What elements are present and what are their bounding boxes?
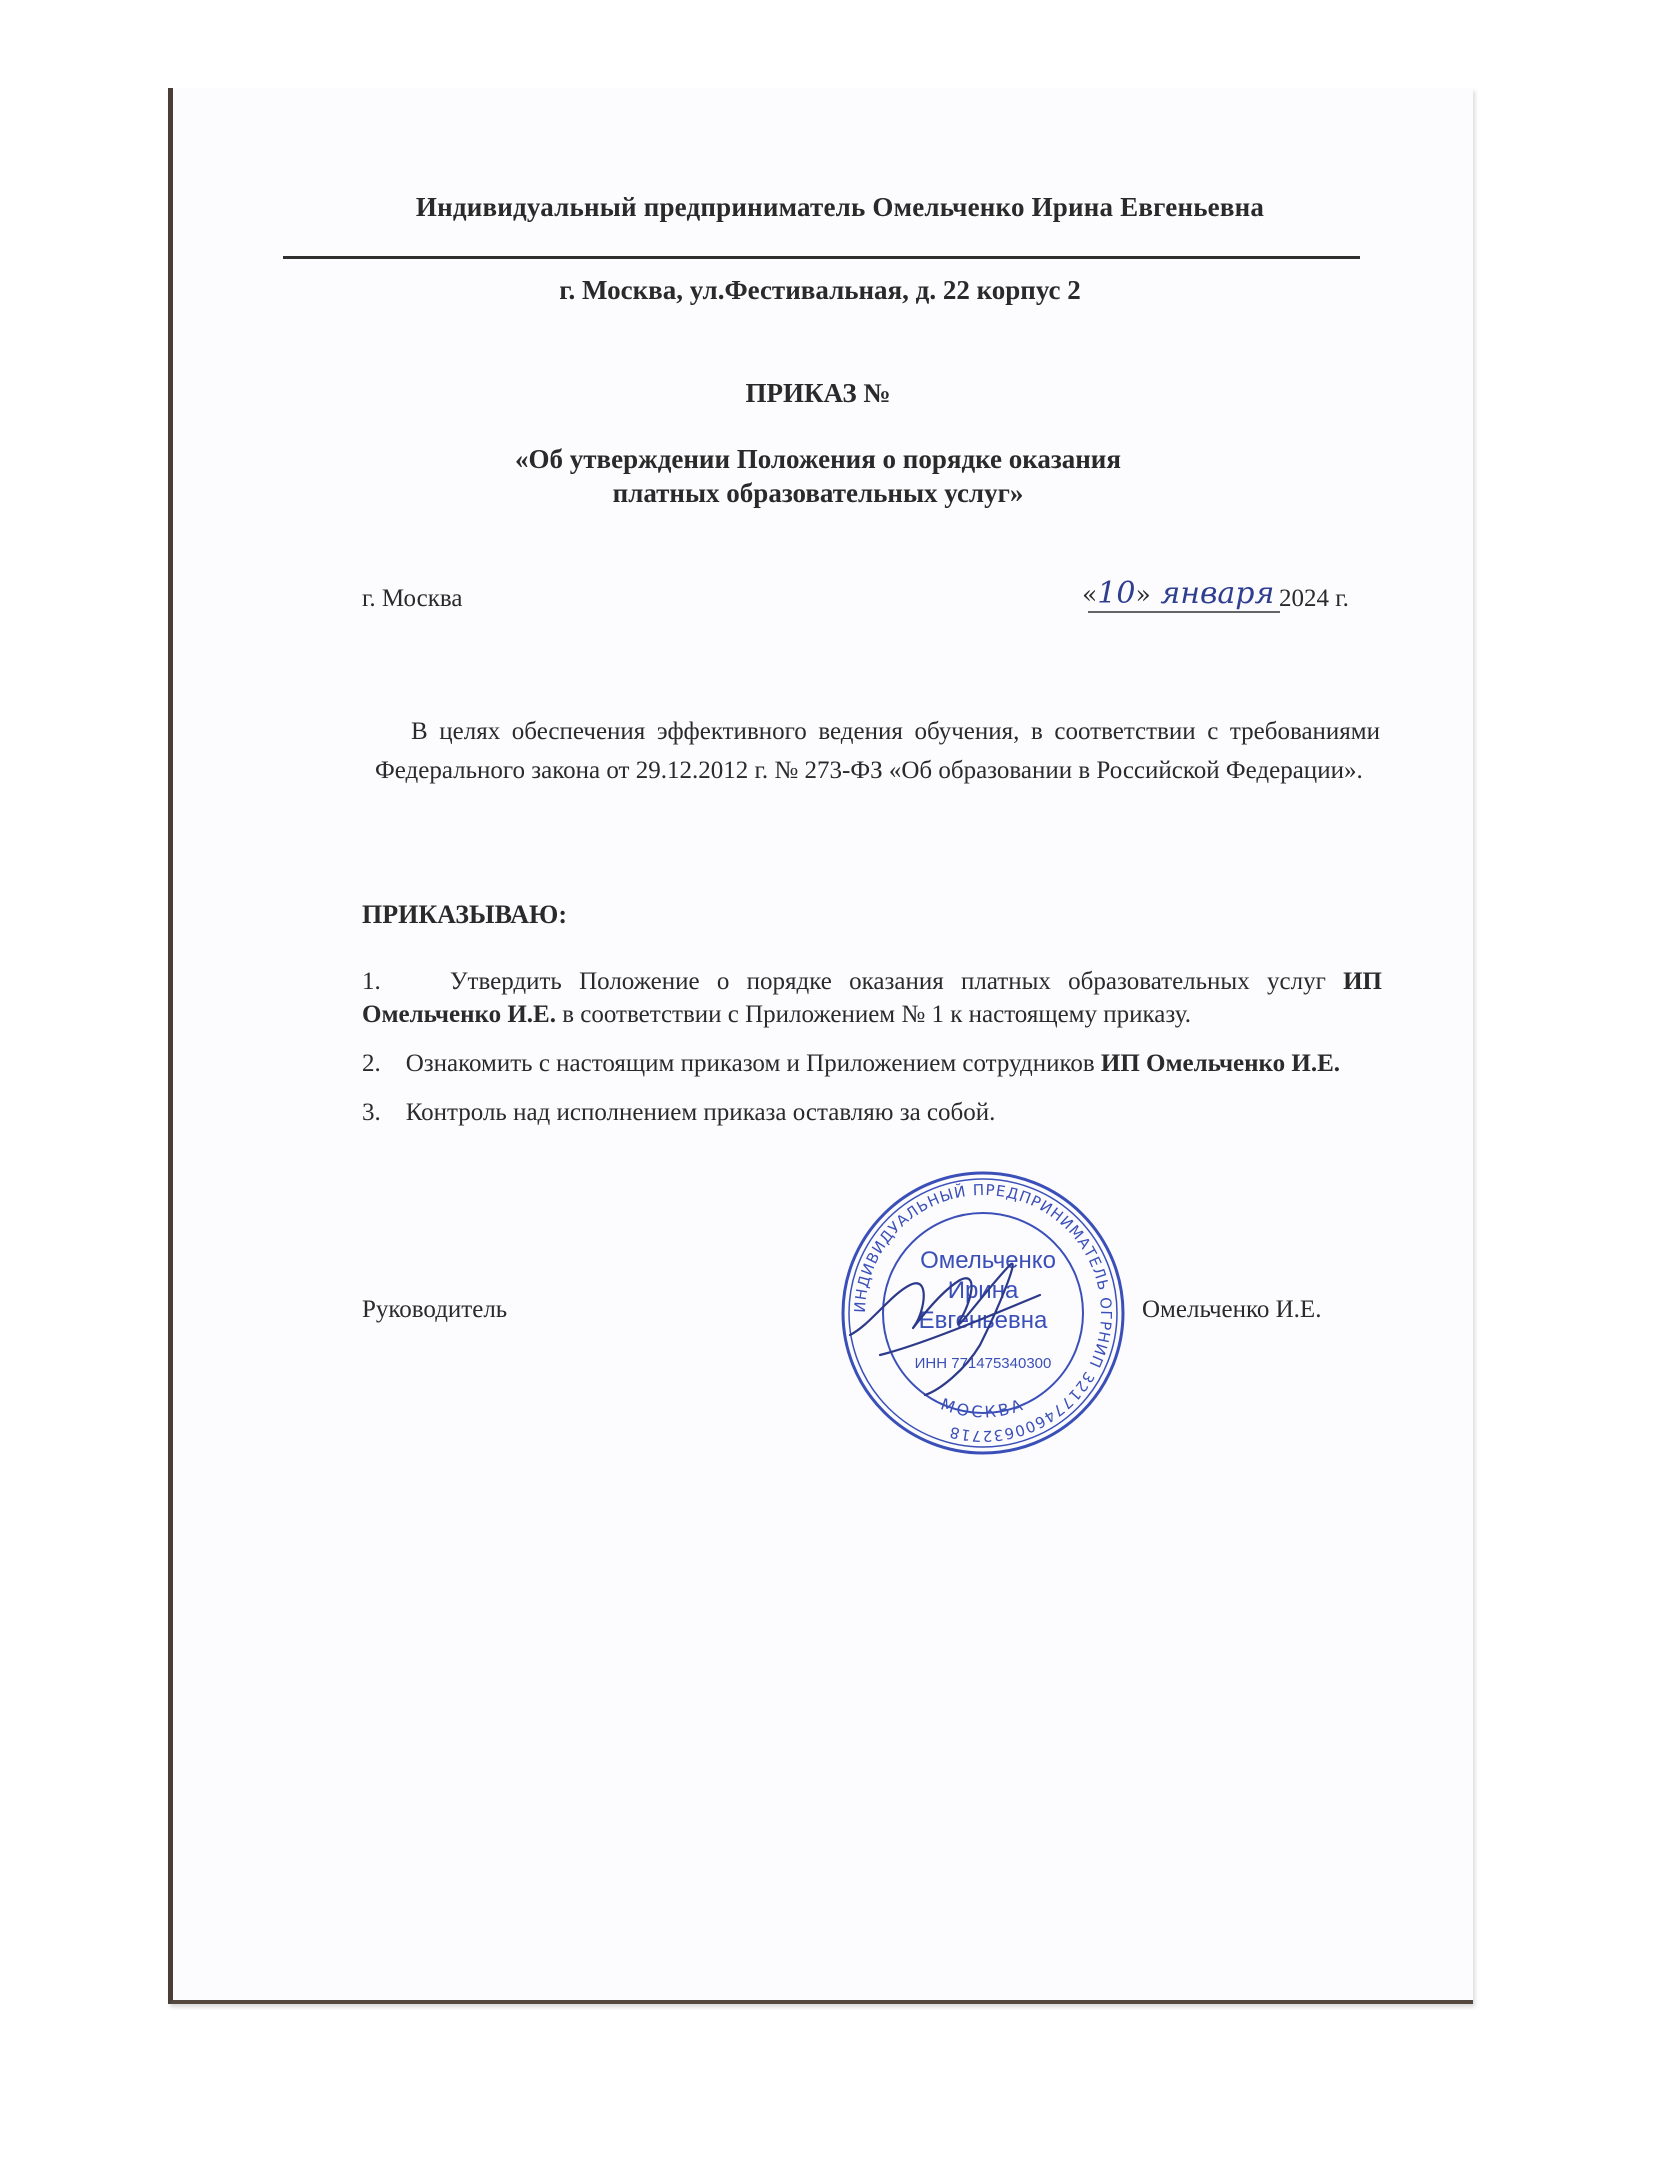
date-open-quote: « bbox=[1082, 580, 1098, 609]
item-number: 1. bbox=[362, 968, 381, 995]
stamp-line2: Ирина bbox=[947, 1277, 1019, 1304]
item-text: Ознакомить с настоящим приказом и Приложением сотрудников bbox=[405, 1050, 1101, 1077]
stamp-inn: ИНН 771475340300 bbox=[914, 1355, 1052, 1372]
date-month: января bbox=[1160, 576, 1275, 611]
item-number: 3. bbox=[362, 1099, 381, 1126]
order-title: ПРИКАЗ № bbox=[745, 378, 891, 408]
item-bold: ИП Омельченко И.Е. bbox=[1100, 1050, 1341, 1077]
header-address: г. Москва, ул.Фестивальная, д. 22 корпус 2 bbox=[559, 275, 1081, 305]
handwritten-signature bbox=[840, 1225, 1070, 1405]
stamp-line3: Евгеньевна bbox=[918, 1307, 1048, 1334]
list-item bbox=[362, 965, 1382, 1031]
order-subject bbox=[0, 442, 1636, 510]
stamp-line1: Омельченко bbox=[920, 1247, 1056, 1274]
date-close-quote: » bbox=[1135, 580, 1151, 609]
signer-role: Руководитель bbox=[362, 1296, 508, 1323]
list-item bbox=[362, 1047, 1382, 1080]
header-title: Индивидуальный предприниматель Омельченко Ирина Евгеньевна bbox=[415, 192, 1265, 222]
stamp-outer-text: ИНДИВИДУАЛЬНЫЙ ПРЕДПРИНИМАТЕЛЬ ОГРНИП 321774600632718 bbox=[850, 1180, 1116, 1446]
list-item bbox=[362, 1096, 1382, 1129]
order-word: ПРИКАЗЫВАЮ: bbox=[362, 900, 567, 929]
preamble-paragraph: В целях обеспечения эффективного ведения обучения, в соответствии с требованиями Федерального закона от 29.12.2012 г. № 273-ФЗ «Об образовании в Российской Федерации». bbox=[375, 718, 1380, 784]
item-text: Контроль над исполнением приказа оставляю за собой. bbox=[405, 1099, 996, 1126]
date-day: 10 bbox=[1097, 576, 1136, 611]
order-subject-line1: «Об утверждении Положения о порядке оказания bbox=[515, 444, 1121, 474]
header-divider bbox=[283, 256, 1360, 259]
date-year: 2024 г. bbox=[1279, 585, 1349, 612]
item-text: Утвердить Положение о порядке оказания платных образовательных услуг bbox=[449, 968, 1344, 995]
item-tail: в соответствии с Приложением № 1 к настоящему приказу. bbox=[555, 1001, 1191, 1028]
order-subject-line2: платных образовательных услуг» bbox=[612, 478, 1024, 508]
signer-name: Омельченко И.Е. bbox=[1142, 1296, 1322, 1323]
order-items-list bbox=[362, 965, 1382, 1145]
item-bold: ИП Омельченко И.Е. bbox=[362, 968, 1383, 1028]
item-number: 2. bbox=[362, 1050, 381, 1077]
city: г. Москва bbox=[362, 585, 463, 612]
stamp-bottom-text: МОСКВА bbox=[938, 1394, 1028, 1422]
